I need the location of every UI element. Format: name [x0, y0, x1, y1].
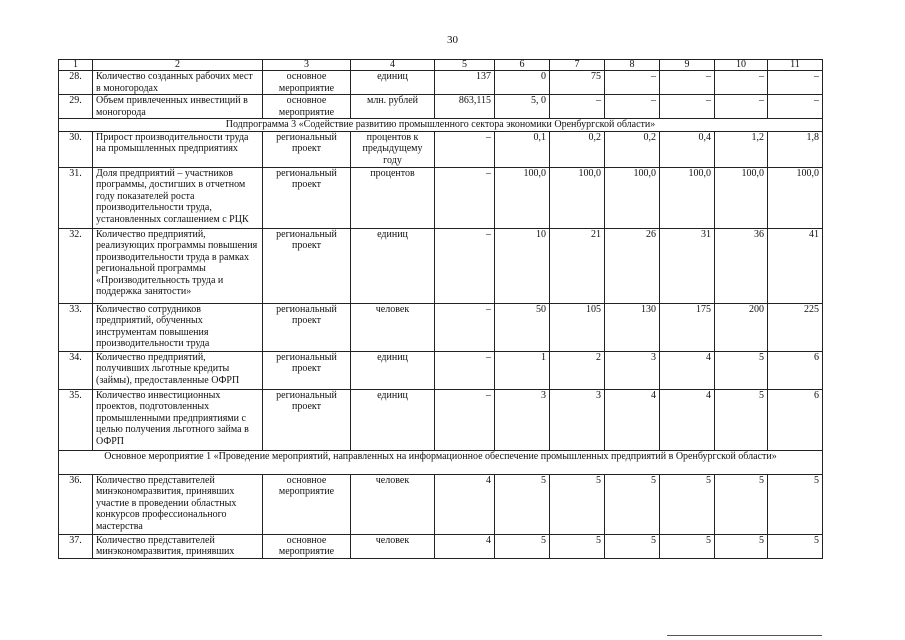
scan-border-line — [667, 635, 822, 636]
indicator-type: региональный проект — [263, 351, 351, 389]
indicator-value: 5 — [768, 474, 823, 534]
indicator-value: 105 — [550, 303, 605, 351]
unit-of-measure: единиц — [351, 228, 435, 303]
column-number: 8 — [605, 60, 660, 71]
indicator-value: 21 — [550, 228, 605, 303]
indicator-value: 0,2 — [605, 131, 660, 167]
indicator-value: 4 — [605, 389, 660, 450]
indicator-value: 6 — [768, 351, 823, 389]
indicator-type: основное мероприятие — [263, 71, 351, 95]
column-number: 7 — [550, 60, 605, 71]
indicator-value: 5 — [495, 534, 550, 558]
indicator-value: 26 — [605, 228, 660, 303]
indicator-value: – — [605, 71, 660, 95]
indicator-value: 100,0 — [660, 167, 715, 228]
indicator-value: 36 — [715, 228, 768, 303]
indicator-value: 5 — [605, 534, 660, 558]
indicator-value: – — [768, 71, 823, 95]
indicator-value: 5 — [495, 474, 550, 534]
indicator-value: 5 — [715, 351, 768, 389]
indicator-value: – — [435, 228, 495, 303]
row-number: 35. — [59, 389, 93, 450]
row-number: 36. — [59, 474, 93, 534]
indicator-type: региональный проект — [263, 303, 351, 351]
indicator-value: 5 — [660, 474, 715, 534]
indicator-value: – — [435, 389, 495, 450]
column-number: 6 — [495, 60, 550, 71]
indicator-value: 31 — [660, 228, 715, 303]
indicator-value: 863,115 — [435, 95, 495, 119]
row-number: 31. — [59, 167, 93, 228]
indicator-value: 137 — [435, 71, 495, 95]
indicator-value: 5 — [715, 474, 768, 534]
indicator-value: 1,2 — [715, 131, 768, 167]
indicator-value: 0,4 — [660, 131, 715, 167]
indicator-type: основное мероприятие — [263, 534, 351, 558]
row-number: 30. — [59, 131, 93, 167]
table-row — [59, 71, 823, 95]
row-number: 32. — [59, 228, 93, 303]
table-row — [59, 303, 823, 351]
indicator-value: 5 — [550, 534, 605, 558]
unit-of-measure: человек — [351, 474, 435, 534]
column-number: 9 — [660, 60, 715, 71]
indicator-value: 0,1 — [495, 131, 550, 167]
column-number: 1 — [59, 60, 93, 71]
table-row — [59, 389, 823, 450]
indicator-name: Количество представителей минэкономразвития, принявших участие в проведении областных конкурсов профессионального мастерства — [93, 474, 263, 534]
indicator-value: 3 — [495, 389, 550, 450]
indicator-name: Доля предприятий – участников программы, достигших в отчетном году показателей роста производительности труда, установленных соглашением с РЦК — [93, 167, 263, 228]
indicator-value: 5, 0 — [495, 95, 550, 119]
unit-of-measure: человек — [351, 534, 435, 558]
indicator-name: Количество представителей минэкономразвития, принявших — [93, 534, 263, 558]
indicator-name: Количество созданных рабочих мест в моногородах — [93, 71, 263, 95]
unit-of-measure: человек — [351, 303, 435, 351]
column-number: 11 — [768, 60, 823, 71]
indicator-value: 0 — [495, 71, 550, 95]
indicator-value: – — [660, 71, 715, 95]
unit-of-measure: единиц — [351, 389, 435, 450]
column-number: 5 — [435, 60, 495, 71]
indicator-value: 6 — [768, 389, 823, 450]
indicator-value: 3 — [550, 389, 605, 450]
page-number: 30 — [447, 34, 458, 46]
indicator-value: 5 — [715, 389, 768, 450]
row-number: 29. — [59, 95, 93, 119]
indicator-value: 100,0 — [768, 167, 823, 228]
indicator-value: 5 — [550, 474, 605, 534]
indicator-name: Объем привлеченных инвестиций в моногорода — [93, 95, 263, 119]
section-heading: Основное мероприятие 1 «Проведение мероприятий, направленных на информационное обеспечение промышленных предприятий в Оренбургской области» — [59, 450, 823, 474]
column-number-row — [59, 60, 823, 71]
indicator-value: 4 — [435, 534, 495, 558]
column-number: 2 — [93, 60, 263, 71]
table-row — [59, 167, 823, 228]
unit-of-measure: млн. рублей — [351, 95, 435, 119]
unit-of-measure: единиц — [351, 351, 435, 389]
indicator-value: – — [435, 167, 495, 228]
indicator-value: 4 — [435, 474, 495, 534]
indicator-value: 10 — [495, 228, 550, 303]
indicator-value: 1,8 — [768, 131, 823, 167]
section-heading-row — [59, 119, 823, 132]
indicator-value: 130 — [605, 303, 660, 351]
indicator-value: – — [715, 95, 768, 119]
indicator-value: 100,0 — [715, 167, 768, 228]
indicator-value: 1 — [495, 351, 550, 389]
indicator-value: – — [435, 351, 495, 389]
indicator-value: 50 — [495, 303, 550, 351]
indicator-value: 4 — [660, 389, 715, 450]
table-row — [59, 228, 823, 303]
indicator-value: 41 — [768, 228, 823, 303]
indicator-value: 100,0 — [605, 167, 660, 228]
indicator-value: 0,2 — [550, 131, 605, 167]
indicator-value: 75 — [550, 71, 605, 95]
indicator-type: региональный проект — [263, 389, 351, 450]
unit-of-measure: единиц — [351, 71, 435, 95]
indicator-name: Количество сотрудников предприятий, обученных инструментам повышения производительности труда — [93, 303, 263, 351]
section-heading-row — [59, 450, 823, 474]
indicator-type: региональный проект — [263, 228, 351, 303]
indicator-value: 100,0 — [550, 167, 605, 228]
indicator-type: региональный проект — [263, 131, 351, 167]
indicator-name: Прирост производительности труда на промышленных предприятиях — [93, 131, 263, 167]
table-row — [59, 474, 823, 534]
indicator-value: 175 — [660, 303, 715, 351]
indicator-value: 2 — [550, 351, 605, 389]
indicator-value: – — [435, 303, 495, 351]
indicator-value: – — [605, 95, 660, 119]
unit-of-measure: процентов — [351, 167, 435, 228]
row-number: 33. — [59, 303, 93, 351]
column-number: 4 — [351, 60, 435, 71]
column-number: 10 — [715, 60, 768, 71]
indicator-type: основное мероприятие — [263, 474, 351, 534]
indicator-value: – — [435, 131, 495, 167]
table-row — [59, 534, 823, 558]
table-row — [59, 95, 823, 119]
indicator-value: 5 — [768, 534, 823, 558]
indicator-type: региональный проект — [263, 167, 351, 228]
indicator-name: Количество инвестиционных проектов, подготовленных промышленными предприятиями с целью получения льготного займа в ОФРП — [93, 389, 263, 450]
indicator-value: 200 — [715, 303, 768, 351]
indicator-value: 100,0 — [495, 167, 550, 228]
indicator-value: 5 — [605, 474, 660, 534]
table-row — [59, 351, 823, 389]
indicator-value: – — [768, 95, 823, 119]
column-number: 3 — [263, 60, 351, 71]
unit-of-measure: процентов к предыдущему году — [351, 131, 435, 167]
indicator-value: 4 — [660, 351, 715, 389]
indicator-value: 5 — [715, 534, 768, 558]
indicator-value: – — [550, 95, 605, 119]
indicators-table — [58, 59, 823, 559]
indicator-value: – — [660, 95, 715, 119]
row-number: 34. — [59, 351, 93, 389]
indicator-type: основное мероприятие — [263, 95, 351, 119]
indicator-name: Количество предприятий, реализующих программы повышения производительности труда в рамках региональной программы «Производительность труда и поддержка занятости» — [93, 228, 263, 303]
indicator-name: Количество предприятий, получивших льготные кредиты (займы), предоставленные ОФРП — [93, 351, 263, 389]
row-number: 28. — [59, 71, 93, 95]
table-row — [59, 131, 823, 167]
row-number: 37. — [59, 534, 93, 558]
indicator-value: – — [715, 71, 768, 95]
indicator-value: 5 — [660, 534, 715, 558]
section-heading: Подпрограмма 3 «Содействие развитию промышленного сектора экономики Оренбургской области» — [59, 119, 823, 132]
indicator-value: 3 — [605, 351, 660, 389]
indicator-value: 225 — [768, 303, 823, 351]
